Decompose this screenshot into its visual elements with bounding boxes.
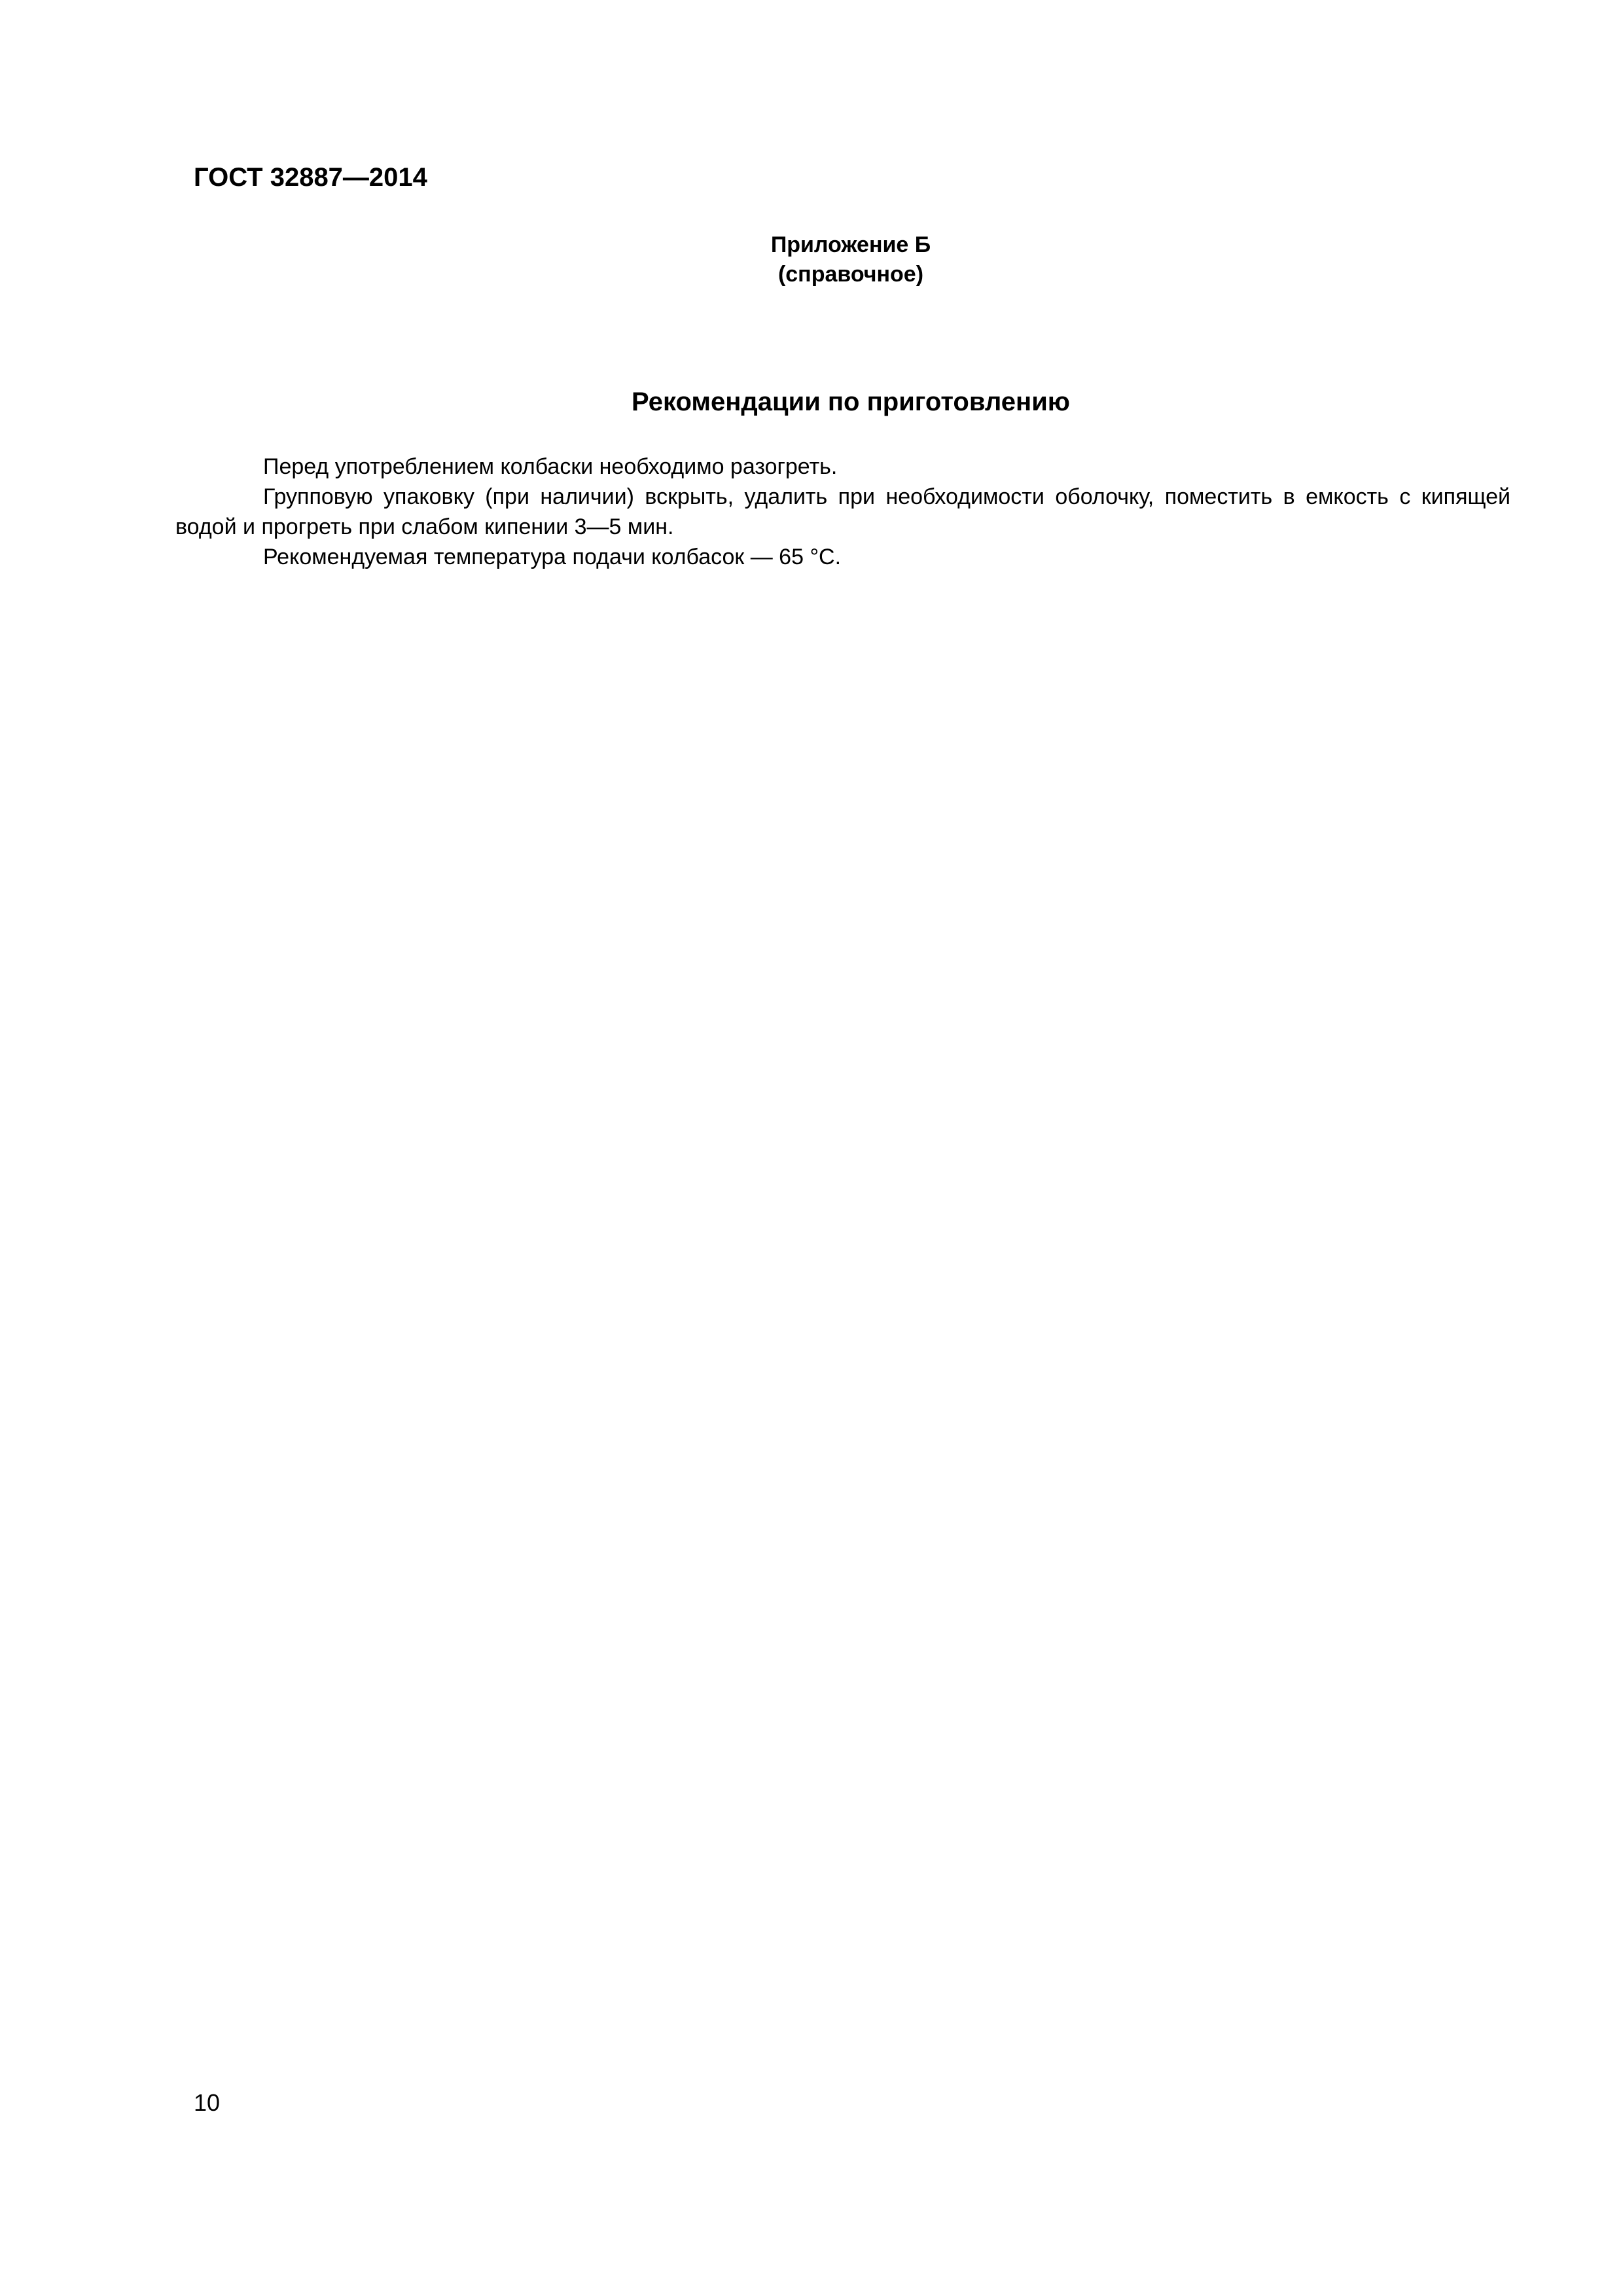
page-number: 10: [194, 2089, 221, 2116]
document-code: ГОСТ 32887—2014: [194, 163, 427, 192]
paragraph-preparation: Групповую упаковку (при наличии) вскрыть, удалить при необходимости оболочку, поместить в емкость с кипящей водой и прогреть при слабом кипении 3—5 мин.: [175, 484, 1510, 539]
section-title: Рекомендации по приготовлению: [632, 387, 1070, 416]
appendix-type: (справочное): [777, 262, 924, 287]
appendix-heading: [654, 230, 1047, 289]
body-text: [175, 452, 1510, 572]
appendix-title: Приложение Б: [770, 232, 931, 257]
paragraph-heating: Перед употреблением колбаски необходимо разогреть.: [263, 454, 838, 479]
paragraph-serving-temperature: Рекомендуемая температура подачи колбасок — 65 °С.: [263, 545, 842, 569]
